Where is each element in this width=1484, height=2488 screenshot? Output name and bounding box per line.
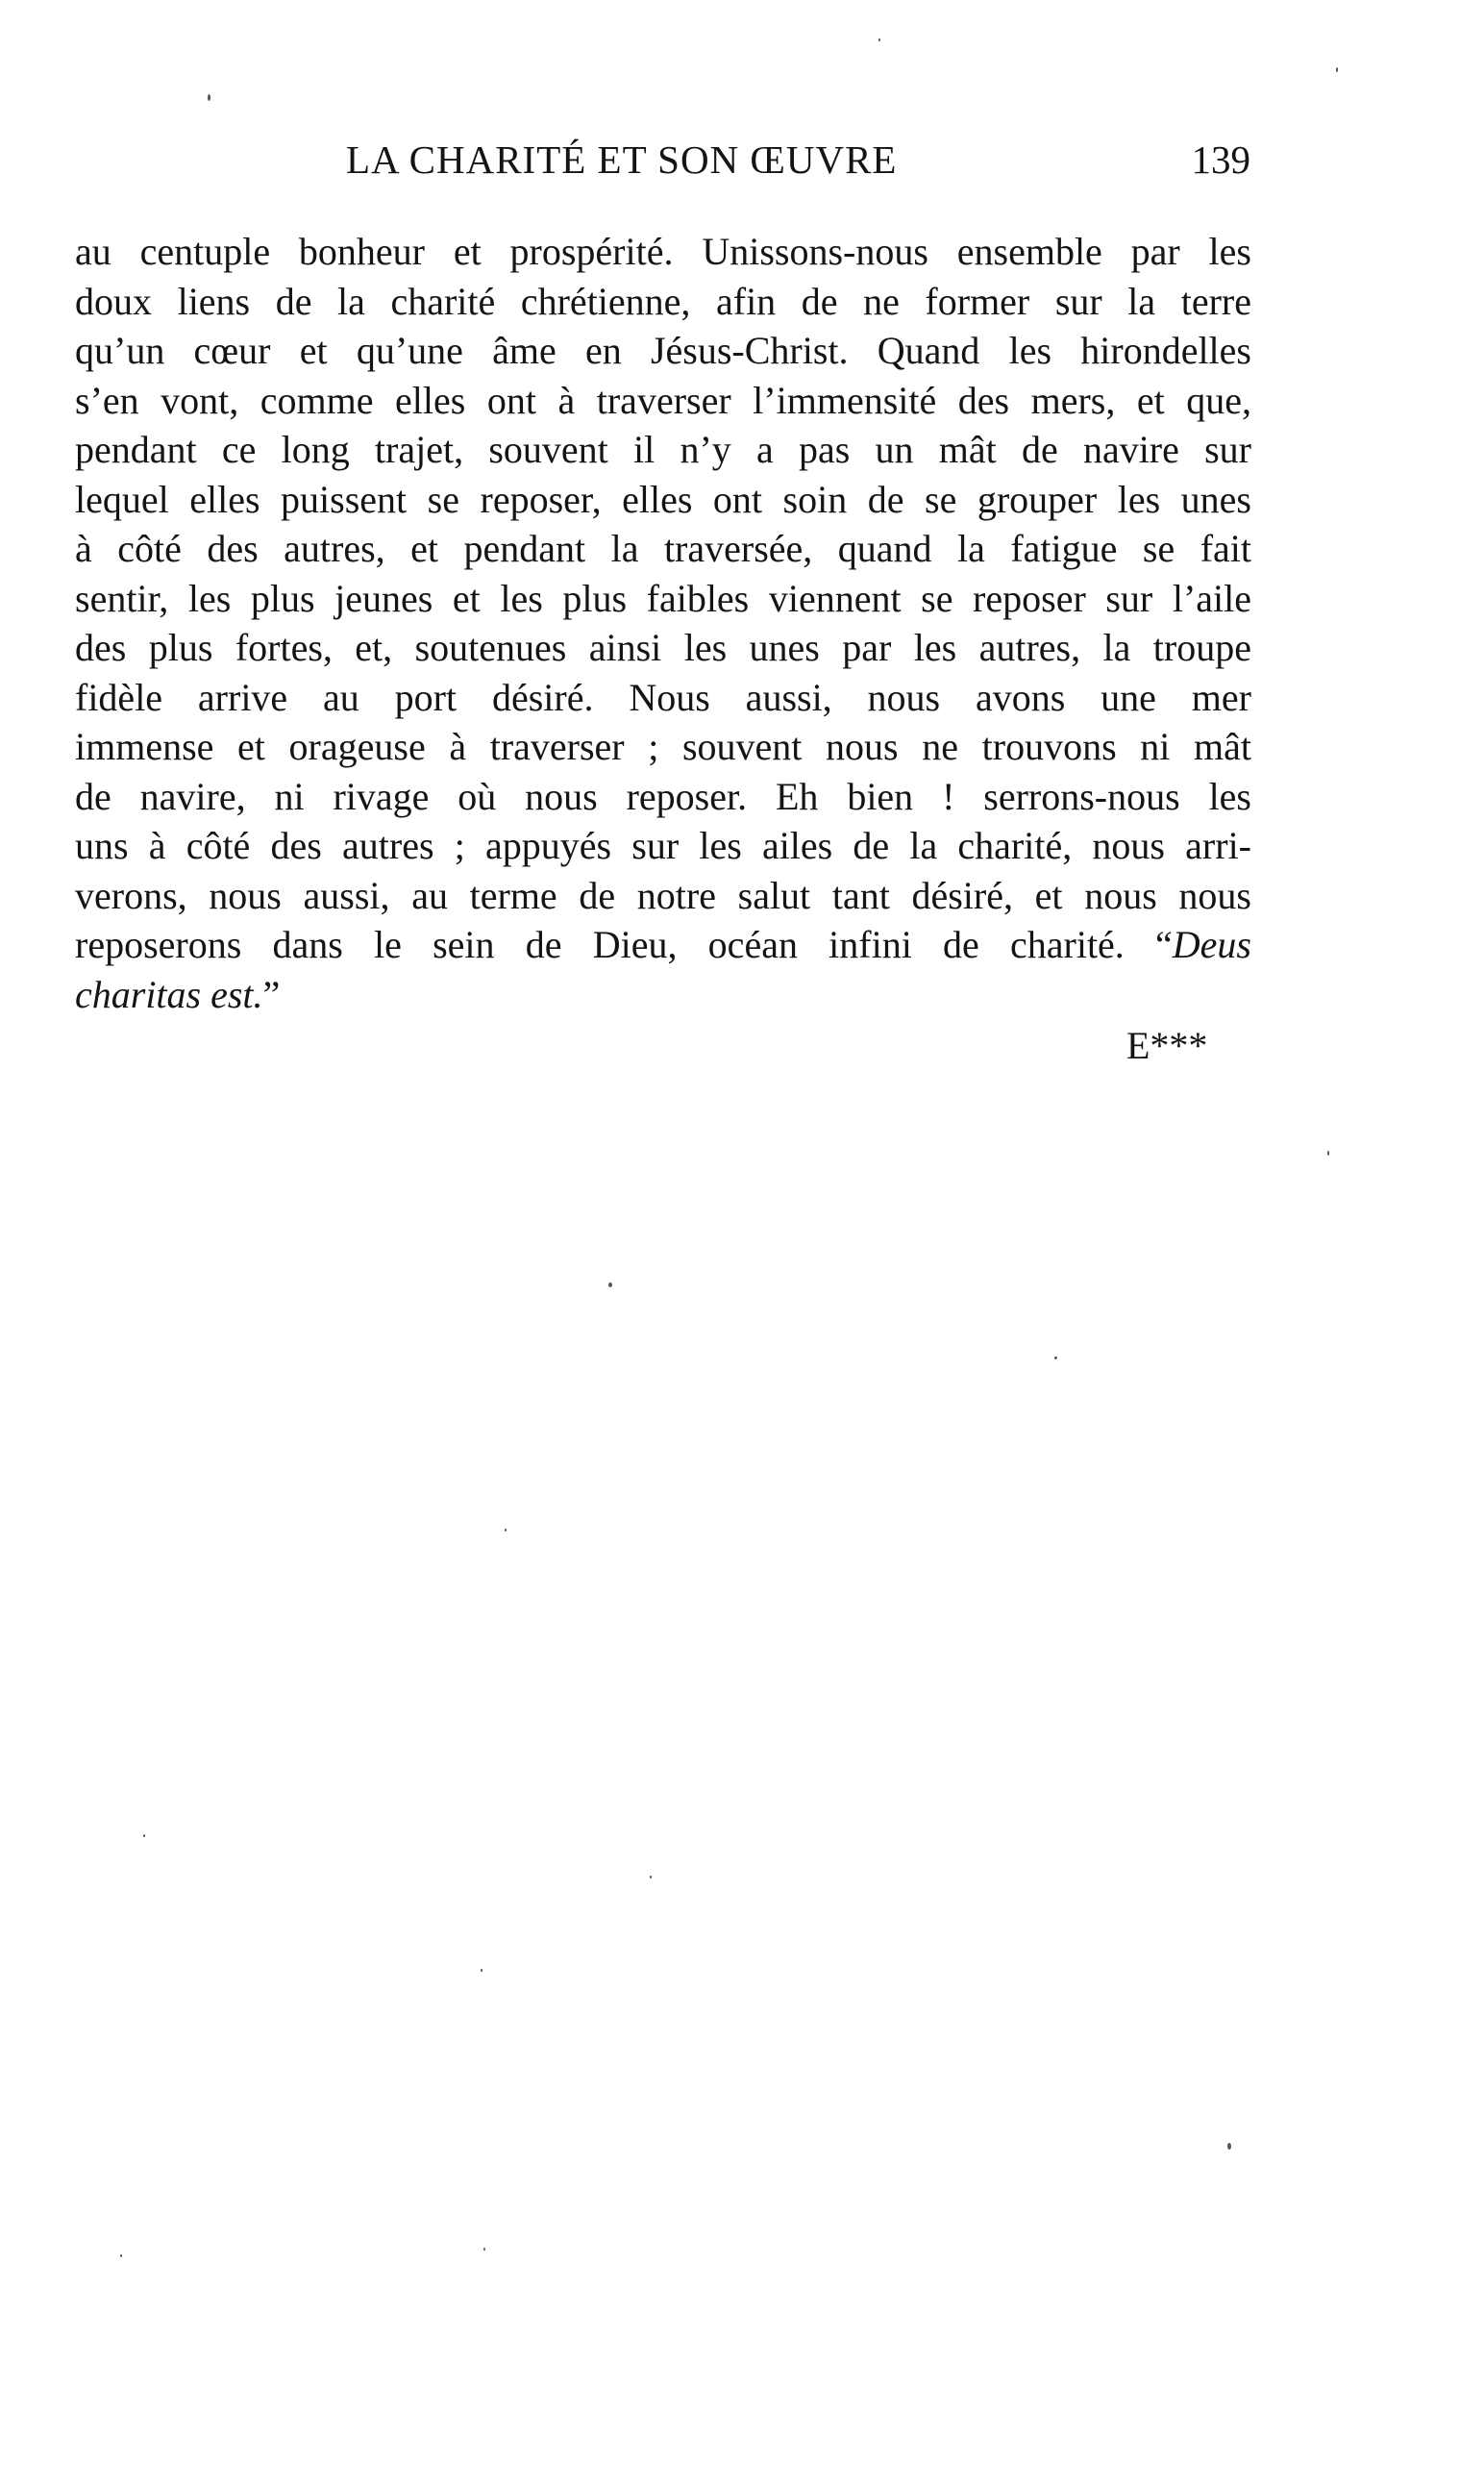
scan-speck bbox=[208, 94, 210, 101]
text-line: uns à côté des autres ; appuyés sur les ailes de la charité, nous arri- bbox=[75, 824, 1251, 867]
closing-quote-mark: ” bbox=[262, 972, 281, 1016]
scan-speck bbox=[505, 1529, 507, 1531]
text-line: doux liens de la charité chrétienne, afin de ne former sur la terre bbox=[75, 279, 1251, 323]
scan-speck bbox=[1227, 2143, 1231, 2150]
text-line: lequel elles puissent se reposer, elles ont soin de se grouper les unes bbox=[75, 477, 1251, 521]
text-line: verons, nous aussi, au terme de notre salut tant désiré, et nous nous bbox=[75, 873, 1251, 917]
text-line: de navire, ni rivage où nous reposer. Eh bien ! serrons-nous les bbox=[75, 774, 1251, 818]
page-number: 139 bbox=[1191, 137, 1250, 182]
scan-speck bbox=[1336, 67, 1338, 72]
text-line bbox=[75, 920, 1251, 970]
text-line: s’en vont, comme elles ont à traverser l’immensité des mers, et que, bbox=[75, 378, 1251, 422]
text-line: sentir, les plus jeunes et les plus faibles viennent se reposer sur l’aile bbox=[75, 576, 1251, 620]
scan-speck bbox=[483, 2248, 485, 2251]
author-signature: E*** bbox=[1126, 1024, 1208, 1067]
text-line: qu’un cœur et qu’une âme en Jésus-Christ. Quand les hirondelles bbox=[75, 329, 1251, 372]
body-paragraph bbox=[75, 227, 1251, 1019]
running-title: LA CHARITÉ ET SON ŒUVRE bbox=[346, 137, 898, 182]
text-line: à côté des autres, et pendant la traversée, quand la fatigue se fait bbox=[75, 527, 1251, 570]
text-line: immense et orageuse à traverser ; souvent nous ne trouvons ni mât bbox=[75, 725, 1251, 768]
scan-speck bbox=[608, 1282, 612, 1287]
latin-quote-end: charitas est. bbox=[75, 972, 263, 1016]
scan-speck bbox=[481, 1969, 482, 1972]
scan-speck bbox=[143, 1834, 145, 1837]
text-line: des plus fortes, et, soutenues ainsi les unes par les autres, la troupe bbox=[75, 626, 1251, 669]
scan-speck bbox=[878, 38, 880, 41]
scan-speck bbox=[1054, 1356, 1057, 1359]
text-line: pendant ce long trajet, souvent il n’y a pas un mât de navire sur bbox=[75, 428, 1251, 471]
text-line: fidèle arrive au port désiré. Nous aussi, nous avons une mer bbox=[75, 675, 1251, 719]
latin-quote-start: Deus bbox=[1172, 923, 1251, 966]
scan-speck bbox=[650, 1876, 652, 1878]
text-line: au centuple bonheur et prospérité. Unissons-nous ensemble par les bbox=[75, 230, 1251, 273]
text-line-roman: reposerons dans le sein de Dieu, océan infini de charité. “ bbox=[75, 923, 1173, 966]
text-line bbox=[75, 970, 1251, 1020]
scan-speck bbox=[120, 2254, 122, 2257]
scan-speck bbox=[1327, 1151, 1329, 1156]
